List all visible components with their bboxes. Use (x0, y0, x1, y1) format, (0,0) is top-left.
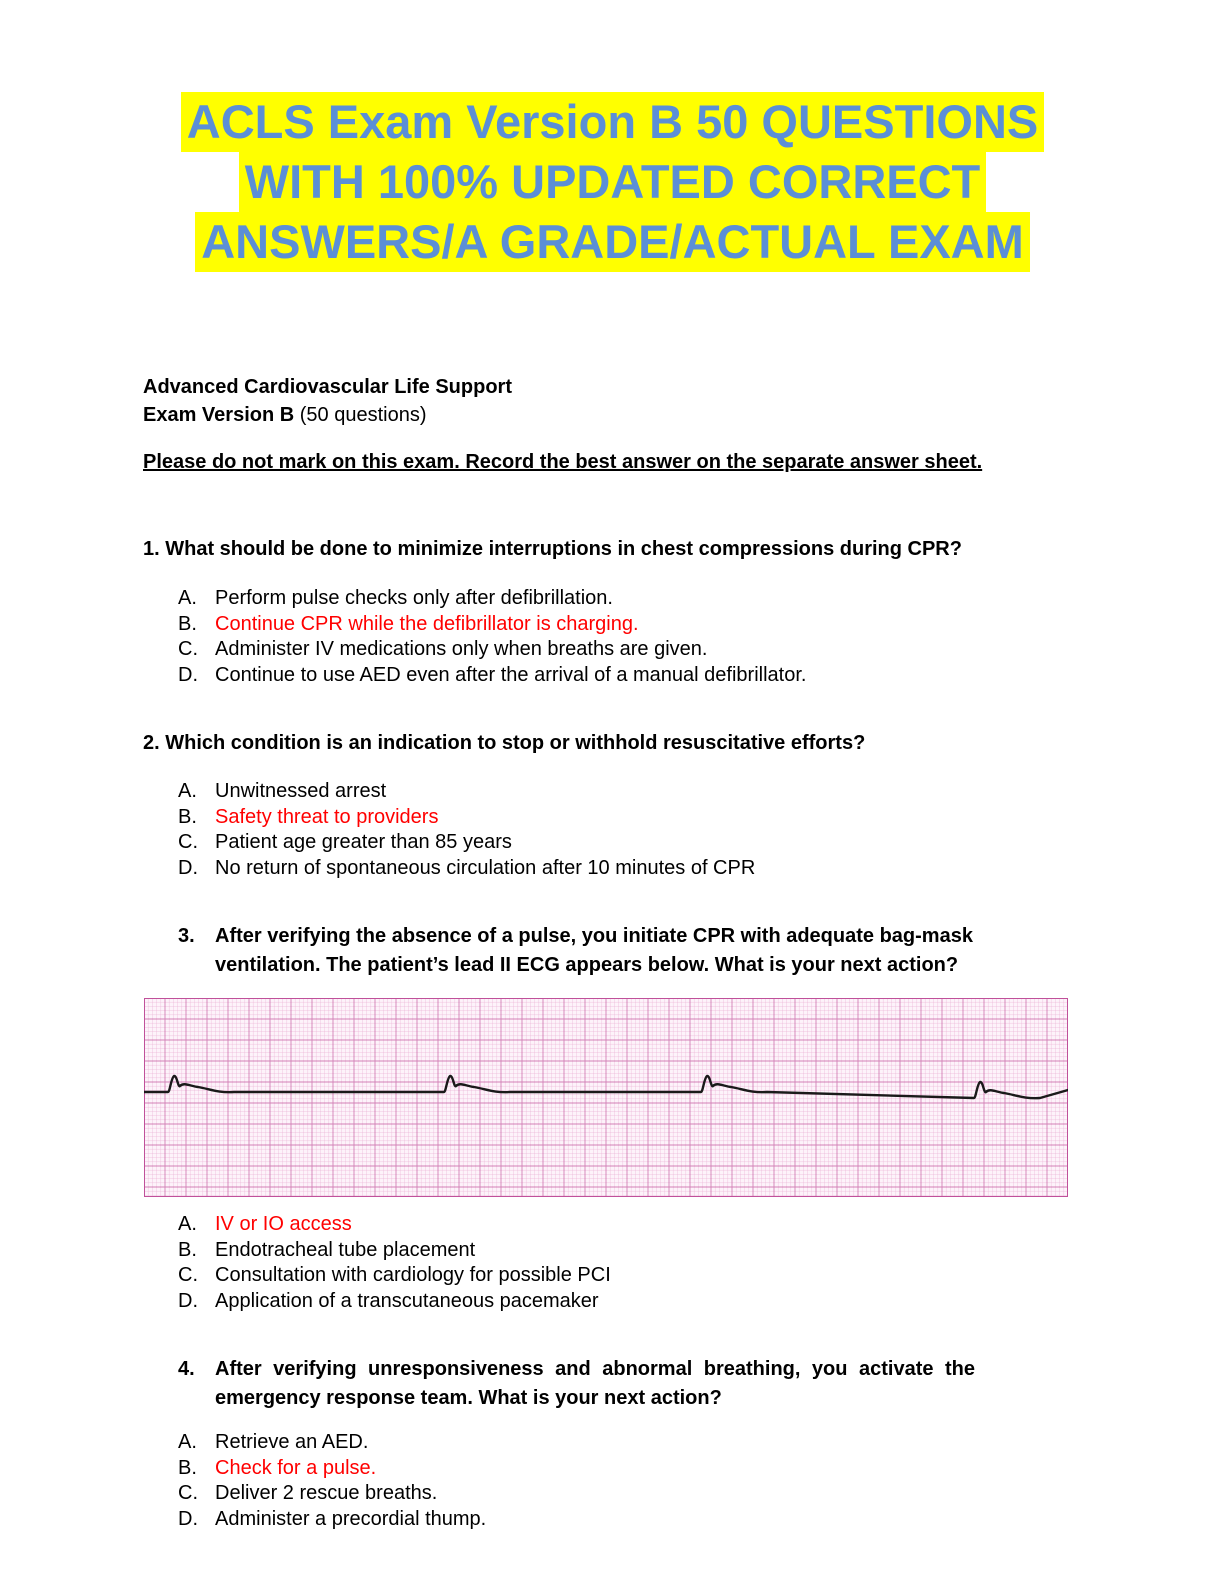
option-a (178, 1430, 486, 1456)
option-letter: C. (178, 831, 198, 853)
question-3 (178, 922, 1045, 980)
option-c (178, 637, 806, 663)
question-1 (143, 535, 962, 564)
option-c (178, 1481, 486, 1507)
option-letter: B. (178, 612, 197, 635)
title-line-3: ANSWERS/A GRADE/ACTUAL EXAM (195, 212, 1030, 272)
option-letter: A. (178, 587, 197, 609)
ecg-strip-lead-ii (144, 998, 1068, 1197)
question-1-options (178, 586, 806, 688)
question-text: Which condition is an indication to stop or withhold resuscitative efforts? (165, 732, 866, 754)
option-d (178, 663, 806, 689)
option-text: Check for a pulse. (215, 1456, 377, 1479)
option-text: IV or IO access (215, 1213, 352, 1235)
question-2-options (178, 779, 755, 881)
question-text: What should be done to minimize interruptions in chest compressions during CPR? (165, 538, 962, 560)
option-b-correct (178, 1456, 486, 1482)
question-number: 4. (178, 1358, 195, 1380)
option-letter: D. (178, 1289, 198, 1312)
option-text: Consultation with cardiology for possible PCI (215, 1264, 611, 1286)
option-letter: A. (178, 780, 197, 802)
option-letter: B. (178, 1456, 197, 1479)
option-letter: B. (178, 1238, 197, 1261)
exam-version-label: Exam Version B (143, 404, 295, 426)
question-number: 3. (178, 925, 195, 947)
option-letter: D. (178, 1507, 198, 1530)
option-text: Safety threat to providers (215, 805, 439, 828)
option-a (178, 779, 755, 805)
option-c (178, 830, 755, 856)
option-text: Deliver 2 rescue breaths. (215, 1482, 438, 1504)
option-b (178, 1238, 611, 1264)
option-b-correct (178, 805, 755, 831)
option-letter: C. (178, 1482, 198, 1504)
question-3-options (178, 1212, 611, 1314)
option-c (178, 1263, 611, 1289)
option-d (178, 856, 755, 882)
option-text: Continue to use AED even after the arrival of a manual defibrillator. (215, 663, 807, 686)
document-title (0, 92, 1225, 272)
option-text: Application of a transcutaneous pacemaker (215, 1289, 599, 1312)
title-line-2: WITH 100% UPDATED CORRECT (239, 152, 987, 212)
title-line-1: ACLS Exam Version B 50 QUESTIONS (181, 92, 1045, 152)
option-text: Continue CPR while the defibrillator is charging. (215, 612, 639, 635)
question-text: After verifying the absence of a pulse, you initiate CPR with adequate bag-mask ventilation. The patient’s lead II ECG appears below. What is your next action? (215, 925, 973, 976)
option-b-correct (178, 612, 806, 638)
option-letter: D. (178, 856, 198, 879)
question-number: 2. (143, 732, 160, 754)
option-letter: C. (178, 1264, 198, 1286)
option-letter: C. (178, 638, 198, 660)
question-4 (178, 1355, 975, 1413)
exam-intro (143, 373, 512, 429)
option-text: Administer IV medications only when breaths are given. (215, 638, 708, 660)
option-text: Perform pulse checks only after defibrillation. (215, 587, 613, 609)
option-text: Administer a precordial thump. (215, 1507, 487, 1530)
option-letter: B. (178, 805, 197, 828)
option-d (178, 1289, 611, 1315)
option-text: Patient age greater than 85 years (215, 831, 512, 853)
option-text: Endotracheal tube placement (215, 1238, 476, 1261)
option-letter: A. (178, 1431, 197, 1453)
option-d (178, 1507, 486, 1533)
option-text: Retrieve an AED. (215, 1431, 369, 1453)
exam-version (143, 401, 512, 429)
exam-notice: Please do not mark on this exam. Record the best answer on the separate answer sheet. (143, 451, 983, 473)
question-2 (143, 729, 865, 758)
option-letter: D. (178, 663, 198, 686)
option-text: Unwitnessed arrest (215, 780, 387, 802)
option-letter: A. (178, 1213, 197, 1235)
option-a-correct (178, 1212, 611, 1238)
option-a (178, 586, 806, 612)
exam-version-count: (50 questions) (294, 404, 427, 426)
question-4-options (178, 1430, 486, 1532)
question-number: 1. (143, 538, 160, 560)
course-name: Advanced Cardiovascular Life Support (143, 376, 512, 398)
question-text: After verifying unresponsiveness and abnormal breathing, you activate the emergency response team. What is your next action? (215, 1358, 975, 1409)
option-text: No return of spontaneous circulation after 10 minutes of CPR (215, 856, 756, 879)
